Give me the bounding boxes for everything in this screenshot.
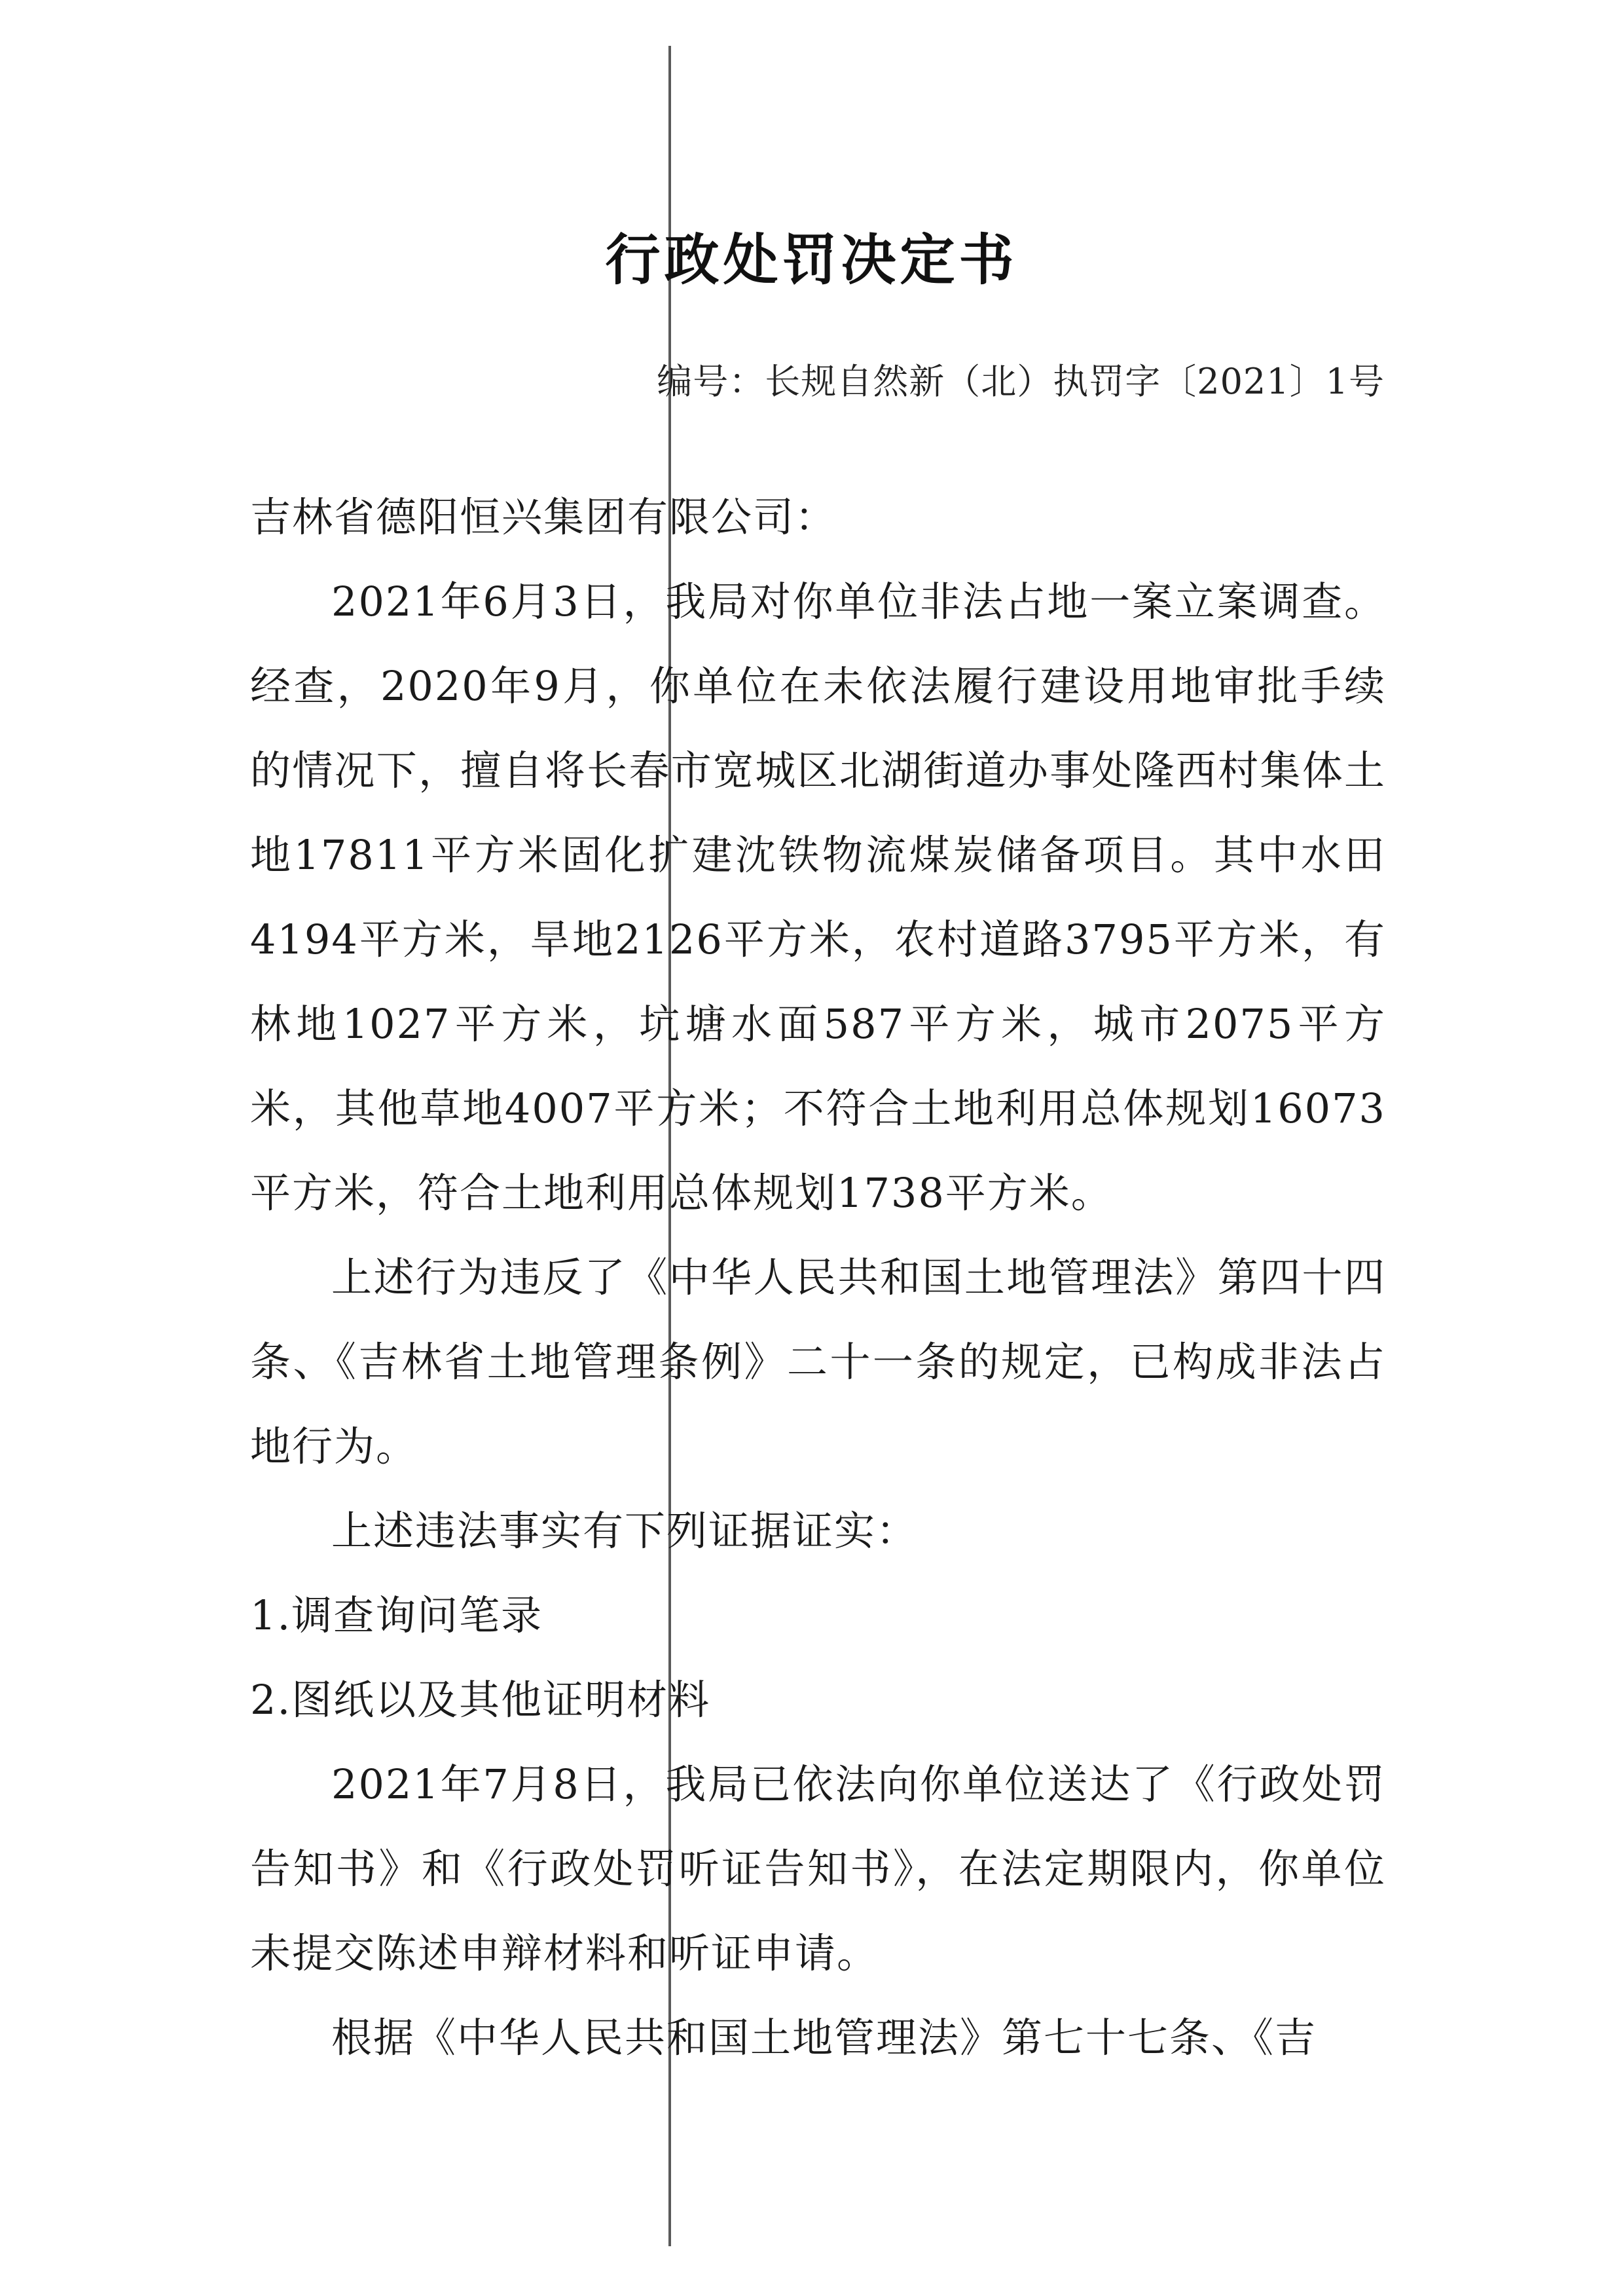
- evidence-item-2: 2.图纸以及其他证明材料: [250, 1676, 711, 1724]
- paragraph-legal-basis: 根据《中华人民共和国土地管理法》第七十七条、《吉: [331, 2014, 1317, 2062]
- document-body: [250, 475, 1386, 2080]
- paragraph-notification: 2021年7月8日，我局已依法向你单位送达了《行政处罚告知书》和《行政处罚听证告知书》，在法定期限内，你单位未提交陈述申辩材料和听证申请。: [250, 1760, 1386, 1977]
- evidence-item-1: 1.调查询问笔录: [250, 1591, 543, 1639]
- paragraph-facts: 2021年6月3日，我局对你单位非法占地一案立案调查。经查，2020年9月，你单位在未依法履行建设用地审批手续的情况下，擅自将长春市宽城区北湖街道办事处隆西村集体土地17811平方米固化扩建沈铁物流煤炭储备项目。其中水田4194平方米，旱地2126平方米，农村道路3795平方米，有林地1027平方米，坑塘水面587平方米，城市2075平方米，其他草地4007平方米；不符合土地利用总体规划16073平方米，符合土地利用总体规划1738平方米。: [250, 578, 1386, 1217]
- paragraph-violation: 上述行为违反了《中华人民共和国土地管理法》第四十四条、《吉林省土地管理条例》二十一条的规定，已构成非法占地行为。: [250, 1253, 1386, 1470]
- paragraph-evidence-intro: 上述违法事实有下列证据证实：: [331, 1507, 919, 1555]
- document-number: 编号：长规自然新（北）执罚字〔2021〕1号: [657, 361, 1385, 402]
- addressee: 吉林省德阳恒兴集团有限公司：: [250, 493, 837, 541]
- document-title: 行政处罚决定书: [605, 228, 1018, 292]
